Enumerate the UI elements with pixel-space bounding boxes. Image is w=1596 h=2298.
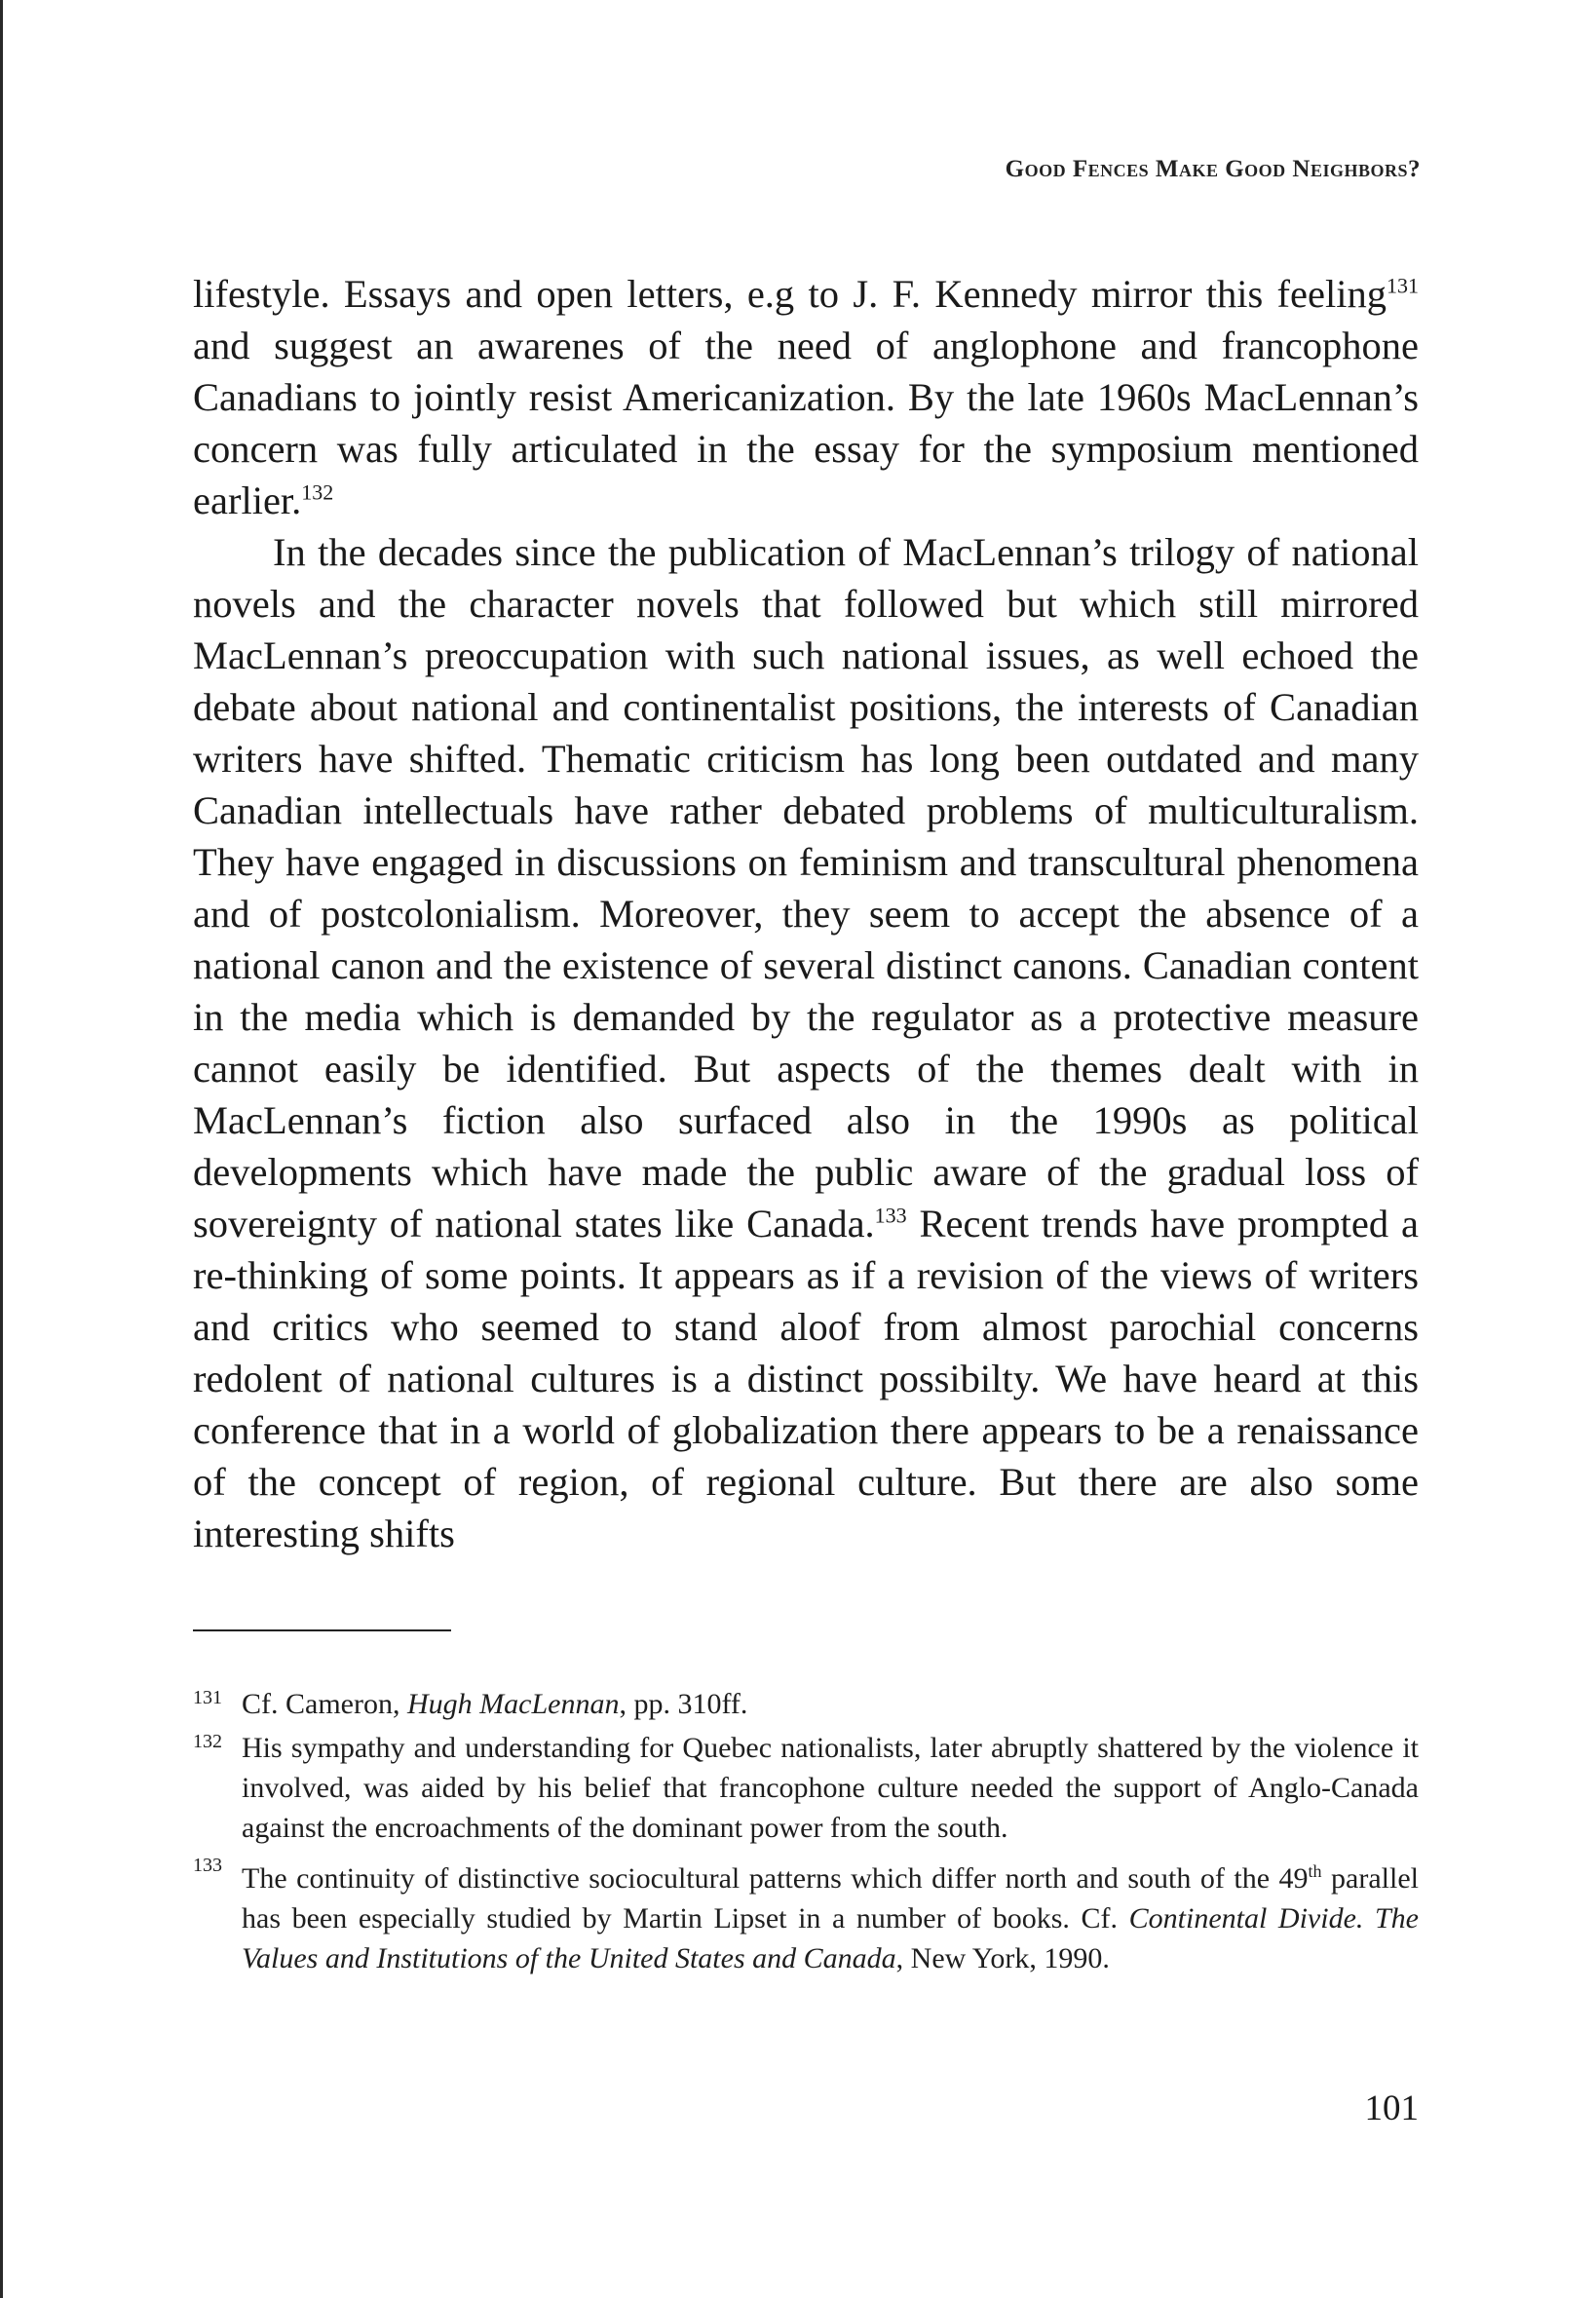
footnote-number: 133 <box>193 1855 222 1876</box>
page-number: 101 <box>1364 2088 1419 2128</box>
footnote-text <box>242 1684 1419 1724</box>
text-run: In the decades since the publication of MacLennan’s trilogy of national novels and the character novels that followed but which still mirrored MacLennan’s preoccupation with such national issues, as well echoed the debate about national and continentalist positions, the interests of Canadian writers have shifted. Thematic criticism has long been outdated and many Canadian intellectuals have rather debated problems of multiculturalism. They have engaged in discussions on feminism and transcultural phenomena and of postcolonialism. Moreover, they seem to accept the absence of a national canon and the existence of several distinct canons. Canadian content in the media which is demanded by the regulator as a protective measure cannot easily be identified. But aspects of the themes dealt with in MacLennan’s fiction also surfaced also in the 1990s as political developments which have made the public aware of the gradual loss of sovereignty of national states like Canada. <box>193 530 1419 1245</box>
running-head: Good Fences Make Good Neighbors? <box>1005 156 1421 182</box>
text-run: , New York, 1990. <box>895 1942 1110 1974</box>
footnote-number: 132 <box>193 1731 222 1752</box>
footnote-reference: 132 <box>301 479 334 505</box>
text-run: and suggest an awarenes of the need of anglophone and francophone Canadians to jointly resist Americanization. By the late 1960s MacLennan’s concern was fully articulated in the essay for the symposium mentioned earlier. <box>193 324 1419 522</box>
text-run: Cf. Cameron, <box>242 1688 407 1720</box>
footnote-text <box>242 1852 1419 1978</box>
text-run: , pp. 310ff. <box>619 1688 748 1720</box>
footnote-reference: 133 <box>874 1203 907 1228</box>
body-paragraph <box>193 268 1419 526</box>
text-run: The continuity of distinctive sociocultural patterns which differ north and south of the 49 <box>242 1862 1309 1895</box>
italic-title: Hugh MacLennan <box>406 1688 620 1720</box>
superscript-text: th <box>1308 1861 1322 1881</box>
body-text <box>193 268 1419 1559</box>
footnote <box>193 1684 1419 1724</box>
footnote-reference: 131 <box>1387 273 1419 298</box>
footnote <box>193 1852 1419 1978</box>
footnote-number: 131 <box>193 1687 222 1708</box>
footnote-rule <box>193 1629 451 1631</box>
footnote <box>193 1728 1419 1848</box>
body-paragraph <box>193 526 1419 1559</box>
text-run: lifestyle. Essays and open letters, e.g to J. F. Kennedy mirror this feeling <box>193 272 1387 316</box>
text-run: His sympathy and understanding for Quebec nationalists, later abruptly shattered by the violence it involved, was aided by his belief that francophone culture needed the support of Anglo-Canada against the encroachments of the dominant power from the south. <box>242 1732 1419 1844</box>
scan-edge <box>0 0 3 2298</box>
text-run: Recent trends have prompted a re-thinking of some points. It appears as if a revision of the views of writers and critics who seemed to stand aloof from almost parochial concerns redolent of national cultures is a distinct possibilty. We have heard at this conference that in a world of globalization there appears to be a renaissance of the concept of region, of regional culture. But there are also some interesting shifts <box>193 1202 1419 1555</box>
text-run: parallel has been especially studied by Martin Lipset in a number of books. Cf. <box>242 1862 1419 1934</box>
footnotes <box>193 1684 1419 1982</box>
italic-title: Continental Divide. The Values and Institutions of the United States and Canada <box>242 1902 1419 1974</box>
footnote-text <box>242 1728 1419 1848</box>
